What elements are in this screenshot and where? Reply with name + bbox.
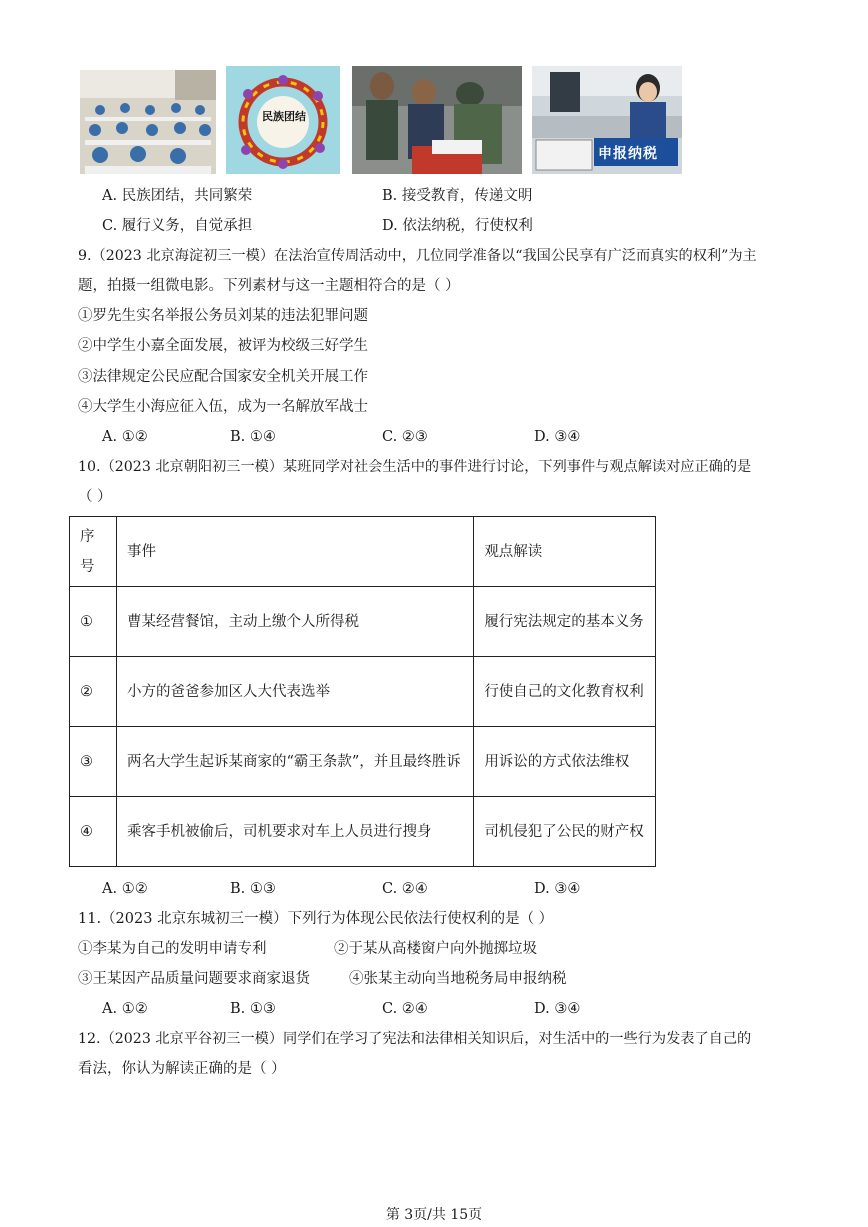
q8-option-c: C. 履行义务，自觉承担 bbox=[102, 218, 253, 234]
table-header-row bbox=[70, 517, 656, 587]
q9-item-2: ②中学生小嘉全面发展，被评为校级三好学生 bbox=[78, 338, 368, 354]
page-footer: 第 3页/共 15页 bbox=[385, 1207, 483, 1223]
q11-option-a: A. ①② bbox=[102, 1001, 148, 1017]
q12-stem-line1: 12.（2023 北京平谷初三一模）同学们在学习了宪法和法律相关知识后，对生活中的一些行为发表了自己的 bbox=[78, 1031, 752, 1047]
row-view: 用诉讼的方式依法维权 bbox=[474, 727, 656, 797]
q8-option-b: B. 接受教育，传递文明 bbox=[382, 188, 533, 204]
row-event: 曹某经营餐馆，主动上缴个人所得税 bbox=[116, 587, 473, 657]
header-view: 观点解读 bbox=[474, 517, 656, 587]
table-row bbox=[70, 657, 656, 727]
q11-item-2: ②于某从高楼窗户向外抛掷垃圾 bbox=[334, 941, 537, 957]
tax-sign-label: 申报纳税 bbox=[598, 146, 658, 162]
q11-item-3: ③王某因产品质量问题要求商家退货 bbox=[78, 971, 310, 987]
officer-photo bbox=[352, 66, 522, 174]
header-event: 事件 bbox=[116, 517, 473, 587]
q9-item-3: ③法律规定公民应配合国家安全机关开展工作 bbox=[78, 369, 368, 385]
q9-option-c: C. ②③ bbox=[382, 429, 428, 445]
q8-option-d: D. 依法纳税，行使权利 bbox=[382, 218, 533, 234]
q9-item-4: ④大学生小海应征入伍，成为一名解放军战士 bbox=[78, 399, 368, 415]
q10-option-c: C. ②④ bbox=[382, 881, 428, 897]
event-table bbox=[69, 516, 656, 867]
q11-item-1: ①李某为自己的发明申请专利 bbox=[78, 941, 267, 957]
row-no: ② bbox=[70, 657, 117, 727]
table-row bbox=[70, 797, 656, 867]
row-view: 行使自己的文化教育权利 bbox=[474, 657, 656, 727]
row-event: 小方的爸爸参加区人大代表选举 bbox=[116, 657, 473, 727]
q9-option-a: A. ①② bbox=[102, 429, 148, 445]
q11-stem: 11.（2023 北京东城初三一模）下列行为体现公民依法行使权利的是（ ） bbox=[78, 911, 554, 927]
q9-stem-line1: 9.（2023 北京海淀初三一模）在法治宣传周活动中，几位同学准备以“我国公民享有广泛而真实的权利”为主 bbox=[78, 248, 757, 264]
q8-option-a: A. 民族团结，共同繁荣 bbox=[102, 188, 253, 204]
row-event: 两名大学生起诉某商家的“霸王条款”，并且最终胜诉 bbox=[116, 727, 473, 797]
row-view: 司机侵犯了公民的财产权 bbox=[474, 797, 656, 867]
table-row bbox=[70, 727, 656, 797]
q9-stem-line2: 题，拍摄一组微电影。下列素材与这一主题相符合的是（ ） bbox=[78, 278, 460, 294]
q12-stem-line2: 看法，你认为解读正确的是（ ） bbox=[78, 1061, 286, 1077]
classroom-photo bbox=[80, 70, 216, 174]
q11-item-4: ④张某主动向当地税务局申报纳税 bbox=[349, 971, 567, 987]
row-no: ③ bbox=[70, 727, 117, 797]
ethnic-unity-poster bbox=[226, 66, 340, 174]
q10-option-b: B. ①③ bbox=[230, 881, 276, 897]
tax-office-photo bbox=[532, 66, 682, 174]
row-view: 履行宪法规定的基本义务 bbox=[474, 587, 656, 657]
q9-item-1: ①罗先生实名举报公务员刘某的违法犯罪问题 bbox=[78, 308, 368, 324]
row-no: ④ bbox=[70, 797, 117, 867]
poster-caption: 民族团结 bbox=[262, 110, 306, 123]
table-row bbox=[70, 587, 656, 657]
q9-option-b: B. ①④ bbox=[230, 429, 276, 445]
row-no: ① bbox=[70, 587, 117, 657]
q10-option-a: A. ①② bbox=[102, 881, 148, 897]
q10-option-d: D. ③④ bbox=[534, 881, 581, 897]
q10-stem-line1: 10.（2023 北京朝阳初三一模）某班同学对社会生活中的事件进行讨论，下列事件与观点解读对应正确的是 bbox=[78, 459, 752, 475]
q9-option-d: D. ③④ bbox=[534, 429, 581, 445]
row-event: 乘客手机被偷后，司机要求对车上人员进行搜身 bbox=[116, 797, 473, 867]
q11-option-d: D. ③④ bbox=[534, 1001, 581, 1017]
header-no: 序 号 bbox=[70, 517, 117, 587]
q10-stem-line2: （ ） bbox=[78, 489, 112, 505]
q11-option-c: C. ②④ bbox=[382, 1001, 428, 1017]
q11-option-b: B. ①③ bbox=[230, 1001, 276, 1017]
